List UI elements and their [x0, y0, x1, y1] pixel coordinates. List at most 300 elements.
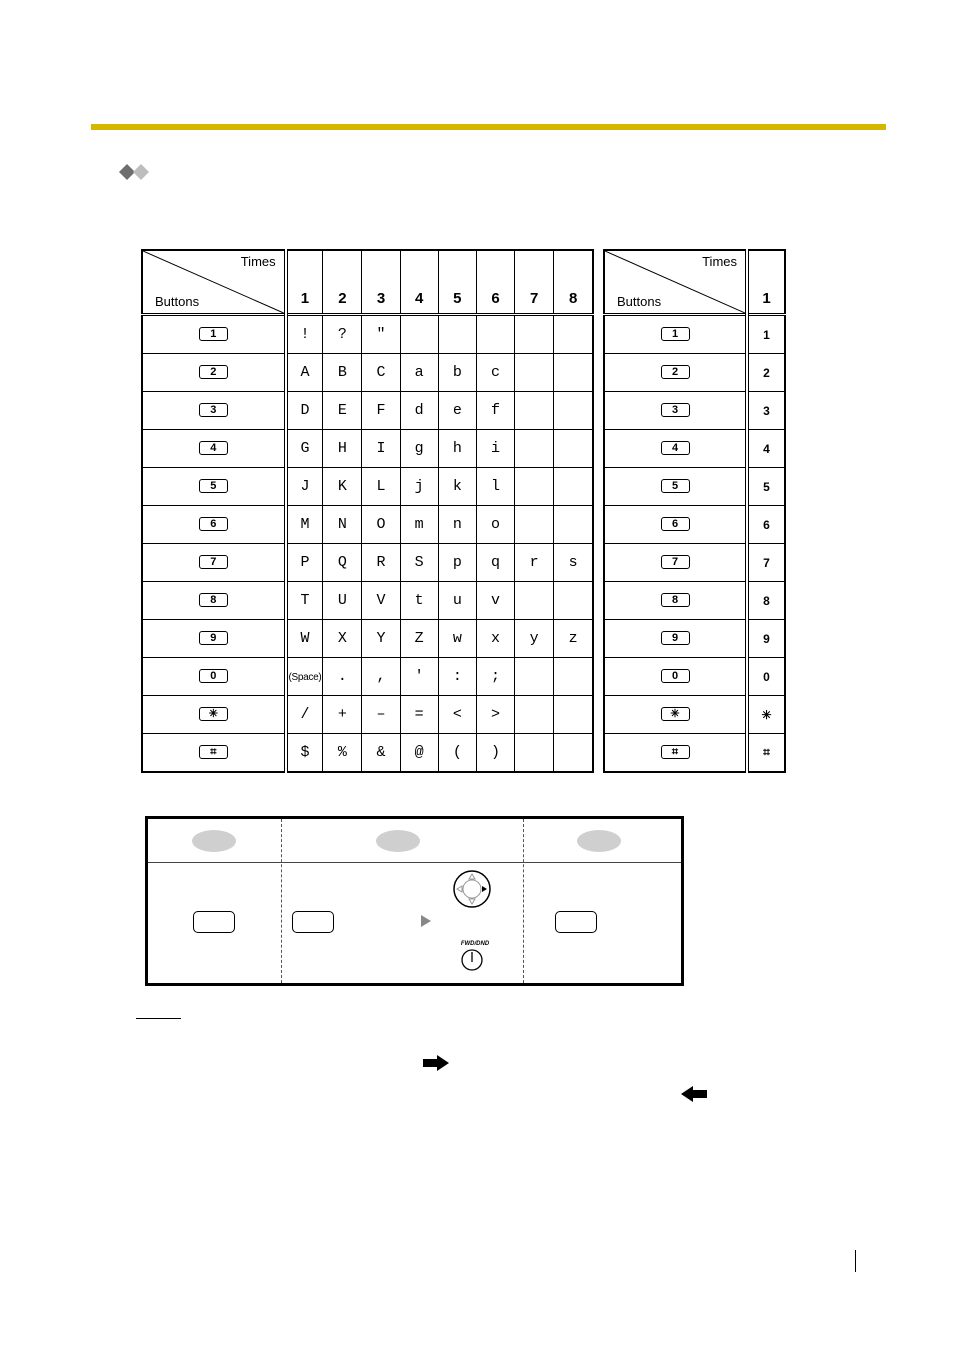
char-value: C	[376, 364, 386, 381]
char-value: 7	[763, 555, 770, 570]
char-cell	[362, 734, 400, 773]
dial-key-icon: 0	[199, 669, 228, 683]
fwd-dnd-label: FWD/DND	[460, 941, 490, 947]
char-cell	[476, 354, 514, 392]
key-cell	[142, 506, 286, 544]
char-value: )	[490, 744, 500, 761]
key-cell	[604, 582, 747, 620]
char-cell	[476, 430, 514, 468]
key-cell	[142, 620, 286, 658]
times-label: Times	[240, 254, 276, 269]
char-value: 6	[763, 517, 770, 532]
char-cell	[476, 506, 514, 544]
key-cell	[604, 315, 747, 354]
page-margin-rule	[855, 1250, 856, 1272]
table-row	[142, 620, 593, 658]
char-cell	[286, 506, 323, 544]
dial-key-icon: 2	[199, 365, 228, 379]
char-cell	[286, 430, 323, 468]
times-label: Times	[702, 254, 737, 269]
step-3-button	[555, 911, 597, 933]
buttons-label: Buttons	[617, 294, 662, 309]
steps-header-divider	[148, 862, 681, 863]
char-cell	[438, 658, 476, 696]
char-value: m	[414, 516, 424, 533]
dial-key-icon: 3	[199, 403, 228, 417]
dial-key-icon: ✳	[661, 707, 690, 721]
char-value: s	[568, 554, 578, 571]
arrow-left-icon	[681, 1086, 707, 1102]
char-cell	[554, 468, 593, 506]
char-cell	[362, 430, 400, 468]
char-value: l	[490, 478, 500, 495]
dial-key-icon: 6	[199, 517, 228, 531]
fwd-dnd-key-icon	[461, 949, 483, 971]
section-diamonds-icon	[118, 163, 152, 181]
char-value: =	[414, 706, 424, 723]
char-cell	[323, 468, 362, 506]
char-cell	[438, 620, 476, 658]
char-value: 3	[763, 403, 770, 418]
char-cell	[747, 696, 785, 734]
char-cell	[323, 696, 362, 734]
char-cell	[554, 582, 593, 620]
char-cell	[554, 506, 593, 544]
arrow-right-icon	[423, 1055, 449, 1071]
key-cell	[142, 734, 286, 773]
times-header-cell: 4	[400, 250, 438, 315]
char-value: O	[376, 516, 386, 533]
dial-key-icon: 4	[199, 441, 228, 455]
char-value: N	[337, 516, 347, 533]
char-value: @	[414, 744, 424, 761]
char-value: H	[337, 440, 347, 457]
table-row	[604, 582, 785, 620]
key-cell	[604, 392, 747, 430]
dial-key-icon: ⌗	[661, 745, 690, 759]
char-value: g	[414, 440, 424, 457]
table-row	[604, 696, 785, 734]
char-cell	[362, 354, 400, 392]
key-cell	[142, 354, 286, 392]
note-underline	[136, 1018, 181, 1019]
table-row	[604, 354, 785, 392]
char-cell	[362, 620, 400, 658]
key-cell	[604, 696, 747, 734]
table-row	[604, 430, 785, 468]
char-value: 2	[763, 365, 770, 380]
dial-key-icon: 9	[661, 631, 690, 645]
char-cell	[515, 582, 554, 620]
char-cell	[362, 582, 400, 620]
key-cell	[604, 430, 747, 468]
char-cell	[286, 696, 323, 734]
char-value: I	[376, 440, 386, 457]
char-cell	[400, 620, 438, 658]
char-cell	[323, 734, 362, 773]
char-value: y	[529, 630, 539, 647]
char-value: 8	[763, 593, 770, 608]
char-value: .	[337, 668, 347, 685]
char-value: 4	[763, 441, 770, 456]
char-cell	[286, 544, 323, 582]
char-cell	[323, 315, 362, 354]
char-cell	[438, 734, 476, 773]
table-row	[142, 354, 593, 392]
key-cell	[604, 468, 747, 506]
dial-key-icon: 4	[661, 441, 690, 455]
character-table-numeric	[603, 249, 786, 773]
char-cell	[286, 468, 323, 506]
step-1-button	[193, 911, 235, 933]
steps-diagram	[145, 816, 684, 986]
char-value: !	[300, 326, 310, 343]
char-cell	[554, 544, 593, 582]
char-value: v	[490, 592, 500, 609]
char-cell	[362, 392, 400, 430]
char-value: j	[414, 478, 424, 495]
char-value: D	[300, 402, 310, 419]
char-cell	[323, 506, 362, 544]
times-header-cell: 2	[323, 250, 362, 315]
char-cell	[554, 354, 593, 392]
step-1-badge	[192, 830, 236, 852]
char-cell	[362, 468, 400, 506]
dial-key-icon: 0	[661, 669, 690, 683]
char-cell	[476, 544, 514, 582]
table-row	[142, 734, 593, 773]
dial-key-icon: 6	[661, 517, 690, 531]
header-accent-rule	[91, 124, 886, 130]
dial-key-icon: 5	[199, 479, 228, 493]
char-value: q	[490, 554, 500, 571]
dial-key-icon: 3	[661, 403, 690, 417]
char-cell	[747, 354, 785, 392]
char-cell	[323, 354, 362, 392]
next-triangle-icon	[420, 915, 432, 927]
char-cell	[515, 392, 554, 430]
char-cell	[362, 696, 400, 734]
char-cell	[554, 658, 593, 696]
char-cell	[286, 658, 323, 696]
char-cell	[286, 582, 323, 620]
char-cell	[515, 734, 554, 773]
char-value: w	[452, 630, 462, 647]
char-value: V	[376, 592, 386, 609]
char-cell	[438, 430, 476, 468]
key-cell	[142, 544, 286, 582]
key-cell	[142, 658, 286, 696]
char-value: G	[300, 440, 310, 457]
char-cell	[515, 354, 554, 392]
char-cell	[438, 468, 476, 506]
table-row	[142, 658, 593, 696]
char-value: c	[490, 364, 500, 381]
char-value: –	[376, 706, 386, 723]
char-cell	[400, 696, 438, 734]
char-value: W	[300, 630, 310, 647]
char-cell	[438, 544, 476, 582]
char-cell	[438, 392, 476, 430]
char-cell	[438, 354, 476, 392]
char-value: S	[414, 554, 424, 571]
char-cell	[515, 620, 554, 658]
char-value: /	[300, 706, 310, 723]
char-cell	[554, 430, 593, 468]
table-row	[142, 696, 593, 734]
dial-key-icon: 7	[199, 555, 228, 569]
header-corner-cell	[142, 250, 286, 315]
char-value: k	[452, 478, 462, 495]
step-2-badge	[376, 830, 420, 852]
char-value: B	[337, 364, 347, 381]
char-value: 9	[763, 631, 770, 646]
char-cell	[400, 582, 438, 620]
char-cell	[438, 696, 476, 734]
char-value: Y	[376, 630, 386, 647]
char-cell	[747, 468, 785, 506]
char-cell	[438, 315, 476, 354]
char-cell	[323, 430, 362, 468]
char-cell	[323, 658, 362, 696]
dial-key-icon: 7	[661, 555, 690, 569]
table-row	[604, 544, 785, 582]
table-row	[604, 392, 785, 430]
char-value: u	[452, 592, 462, 609]
char-value: z	[568, 630, 578, 647]
char-cell	[286, 392, 323, 430]
key-cell	[142, 392, 286, 430]
char-value: ;	[490, 668, 500, 685]
char-cell	[515, 544, 554, 582]
char-cell	[362, 506, 400, 544]
table-row	[142, 506, 593, 544]
char-cell	[323, 582, 362, 620]
char-value: d	[414, 402, 424, 419]
char-cell	[476, 468, 514, 506]
char-cell	[476, 620, 514, 658]
key-cell	[604, 620, 747, 658]
char-cell	[515, 506, 554, 544]
char-cell	[554, 734, 593, 773]
char-cell	[323, 544, 362, 582]
table-row	[604, 734, 785, 773]
char-value: ✳	[761, 707, 772, 722]
dial-key-icon: ⌗	[199, 745, 228, 759]
char-cell	[747, 658, 785, 696]
char-value: h	[452, 440, 462, 457]
char-value: o	[490, 516, 500, 533]
char-value: n	[452, 516, 462, 533]
char-cell	[554, 315, 593, 354]
char-cell	[554, 392, 593, 430]
dial-key-icon: 9	[199, 631, 228, 645]
char-value: $	[300, 744, 310, 761]
char-value: R	[376, 554, 386, 571]
char-cell	[515, 430, 554, 468]
char-cell	[400, 315, 438, 354]
char-cell	[515, 315, 554, 354]
char-value: >	[490, 706, 500, 723]
char-value: 0	[763, 669, 770, 684]
char-value: e	[452, 402, 462, 419]
times-header-cell: 5	[438, 250, 476, 315]
char-cell	[747, 734, 785, 773]
table-row	[142, 430, 593, 468]
char-cell	[747, 620, 785, 658]
char-cell	[286, 315, 323, 354]
times-header-cell: 1	[286, 250, 323, 315]
char-value: p	[452, 554, 462, 571]
table-row	[604, 620, 785, 658]
char-value: Z	[414, 630, 424, 647]
step-3-badge	[577, 830, 621, 852]
char-value: A	[300, 364, 310, 381]
char-cell	[476, 658, 514, 696]
char-cell	[400, 354, 438, 392]
table-row	[142, 468, 593, 506]
char-cell	[438, 506, 476, 544]
char-value: ?	[337, 326, 347, 343]
char-cell	[515, 468, 554, 506]
key-cell	[604, 734, 747, 773]
char-cell	[362, 658, 400, 696]
char-value: (	[452, 744, 462, 761]
char-value: 5	[763, 479, 770, 494]
char-cell	[515, 696, 554, 734]
key-cell	[142, 315, 286, 354]
char-cell	[400, 506, 438, 544]
char-value: J	[300, 478, 310, 495]
navigator-key-icon	[452, 869, 492, 909]
table-row	[604, 315, 785, 354]
char-cell	[747, 430, 785, 468]
char-value: '	[414, 668, 424, 685]
key-cell	[142, 696, 286, 734]
char-cell	[747, 506, 785, 544]
char-value: i	[490, 440, 500, 457]
table-row	[142, 315, 593, 354]
table-row	[142, 392, 593, 430]
char-cell	[747, 544, 785, 582]
char-cell	[323, 620, 362, 658]
table-row	[604, 658, 785, 696]
char-cell	[286, 734, 323, 773]
table-row	[604, 506, 785, 544]
char-cell	[554, 696, 593, 734]
char-value: (Space)	[288, 672, 322, 683]
char-cell	[400, 430, 438, 468]
step-column-divider	[523, 819, 524, 983]
char-value: &	[376, 744, 386, 761]
dial-key-icon: 8	[199, 593, 228, 607]
char-value: +	[337, 706, 347, 723]
char-cell	[362, 315, 400, 354]
char-value: 1	[763, 327, 770, 342]
char-value: E	[337, 402, 347, 419]
char-cell	[747, 315, 785, 354]
char-cell	[400, 658, 438, 696]
char-value: x	[490, 630, 500, 647]
dial-key-icon: 1	[199, 327, 228, 341]
char-cell	[438, 582, 476, 620]
char-cell	[400, 544, 438, 582]
char-value: b	[452, 364, 462, 381]
char-cell	[362, 544, 400, 582]
char-value: ,	[376, 668, 386, 685]
dial-key-icon: 8	[661, 593, 690, 607]
char-cell	[476, 315, 514, 354]
char-value: K	[337, 478, 347, 495]
char-value: a	[414, 364, 424, 381]
char-value: U	[337, 592, 347, 609]
table-row	[142, 582, 593, 620]
char-cell	[515, 658, 554, 696]
char-value: T	[300, 592, 310, 609]
dial-key-icon: 2	[661, 365, 690, 379]
char-value: ⌗	[763, 745, 770, 759]
step-2-button	[292, 911, 334, 933]
key-cell	[604, 658, 747, 696]
char-cell	[286, 354, 323, 392]
times-header-cell: 3	[362, 250, 400, 315]
times-header-cell: 1	[747, 250, 785, 315]
dial-key-icon: ✳	[199, 707, 228, 721]
header-corner-cell	[604, 250, 747, 315]
key-cell	[142, 468, 286, 506]
char-value: %	[337, 744, 347, 761]
char-value: M	[300, 516, 310, 533]
key-cell	[142, 582, 286, 620]
char-value: X	[337, 630, 347, 647]
char-value: L	[376, 478, 386, 495]
table-row	[604, 468, 785, 506]
times-header-cell: 7	[515, 250, 554, 315]
char-cell	[747, 582, 785, 620]
char-cell	[323, 392, 362, 430]
char-value: Q	[337, 554, 347, 571]
character-table-alphanumeric	[141, 249, 594, 773]
char-value: r	[529, 554, 539, 571]
char-value: :	[452, 668, 462, 685]
char-cell	[554, 620, 593, 658]
dial-key-icon: 5	[661, 479, 690, 493]
key-cell	[604, 544, 747, 582]
char-value: F	[376, 402, 386, 419]
char-value: <	[452, 706, 462, 723]
char-cell	[476, 696, 514, 734]
char-cell	[476, 392, 514, 430]
char-value: P	[300, 554, 310, 571]
char-value: f	[490, 402, 500, 419]
char-value: t	[414, 592, 424, 609]
key-cell	[142, 430, 286, 468]
buttons-label: Buttons	[155, 294, 200, 309]
char-cell	[400, 734, 438, 773]
times-header-cell: 8	[554, 250, 593, 315]
char-cell	[286, 620, 323, 658]
char-cell	[400, 392, 438, 430]
char-cell	[476, 582, 514, 620]
dial-key-icon: 1	[661, 327, 690, 341]
char-cell	[747, 392, 785, 430]
key-cell	[604, 354, 747, 392]
char-value: "	[376, 326, 386, 343]
char-cell	[476, 734, 514, 773]
char-cell	[400, 468, 438, 506]
table-row	[142, 544, 593, 582]
times-header-cell: 6	[476, 250, 514, 315]
